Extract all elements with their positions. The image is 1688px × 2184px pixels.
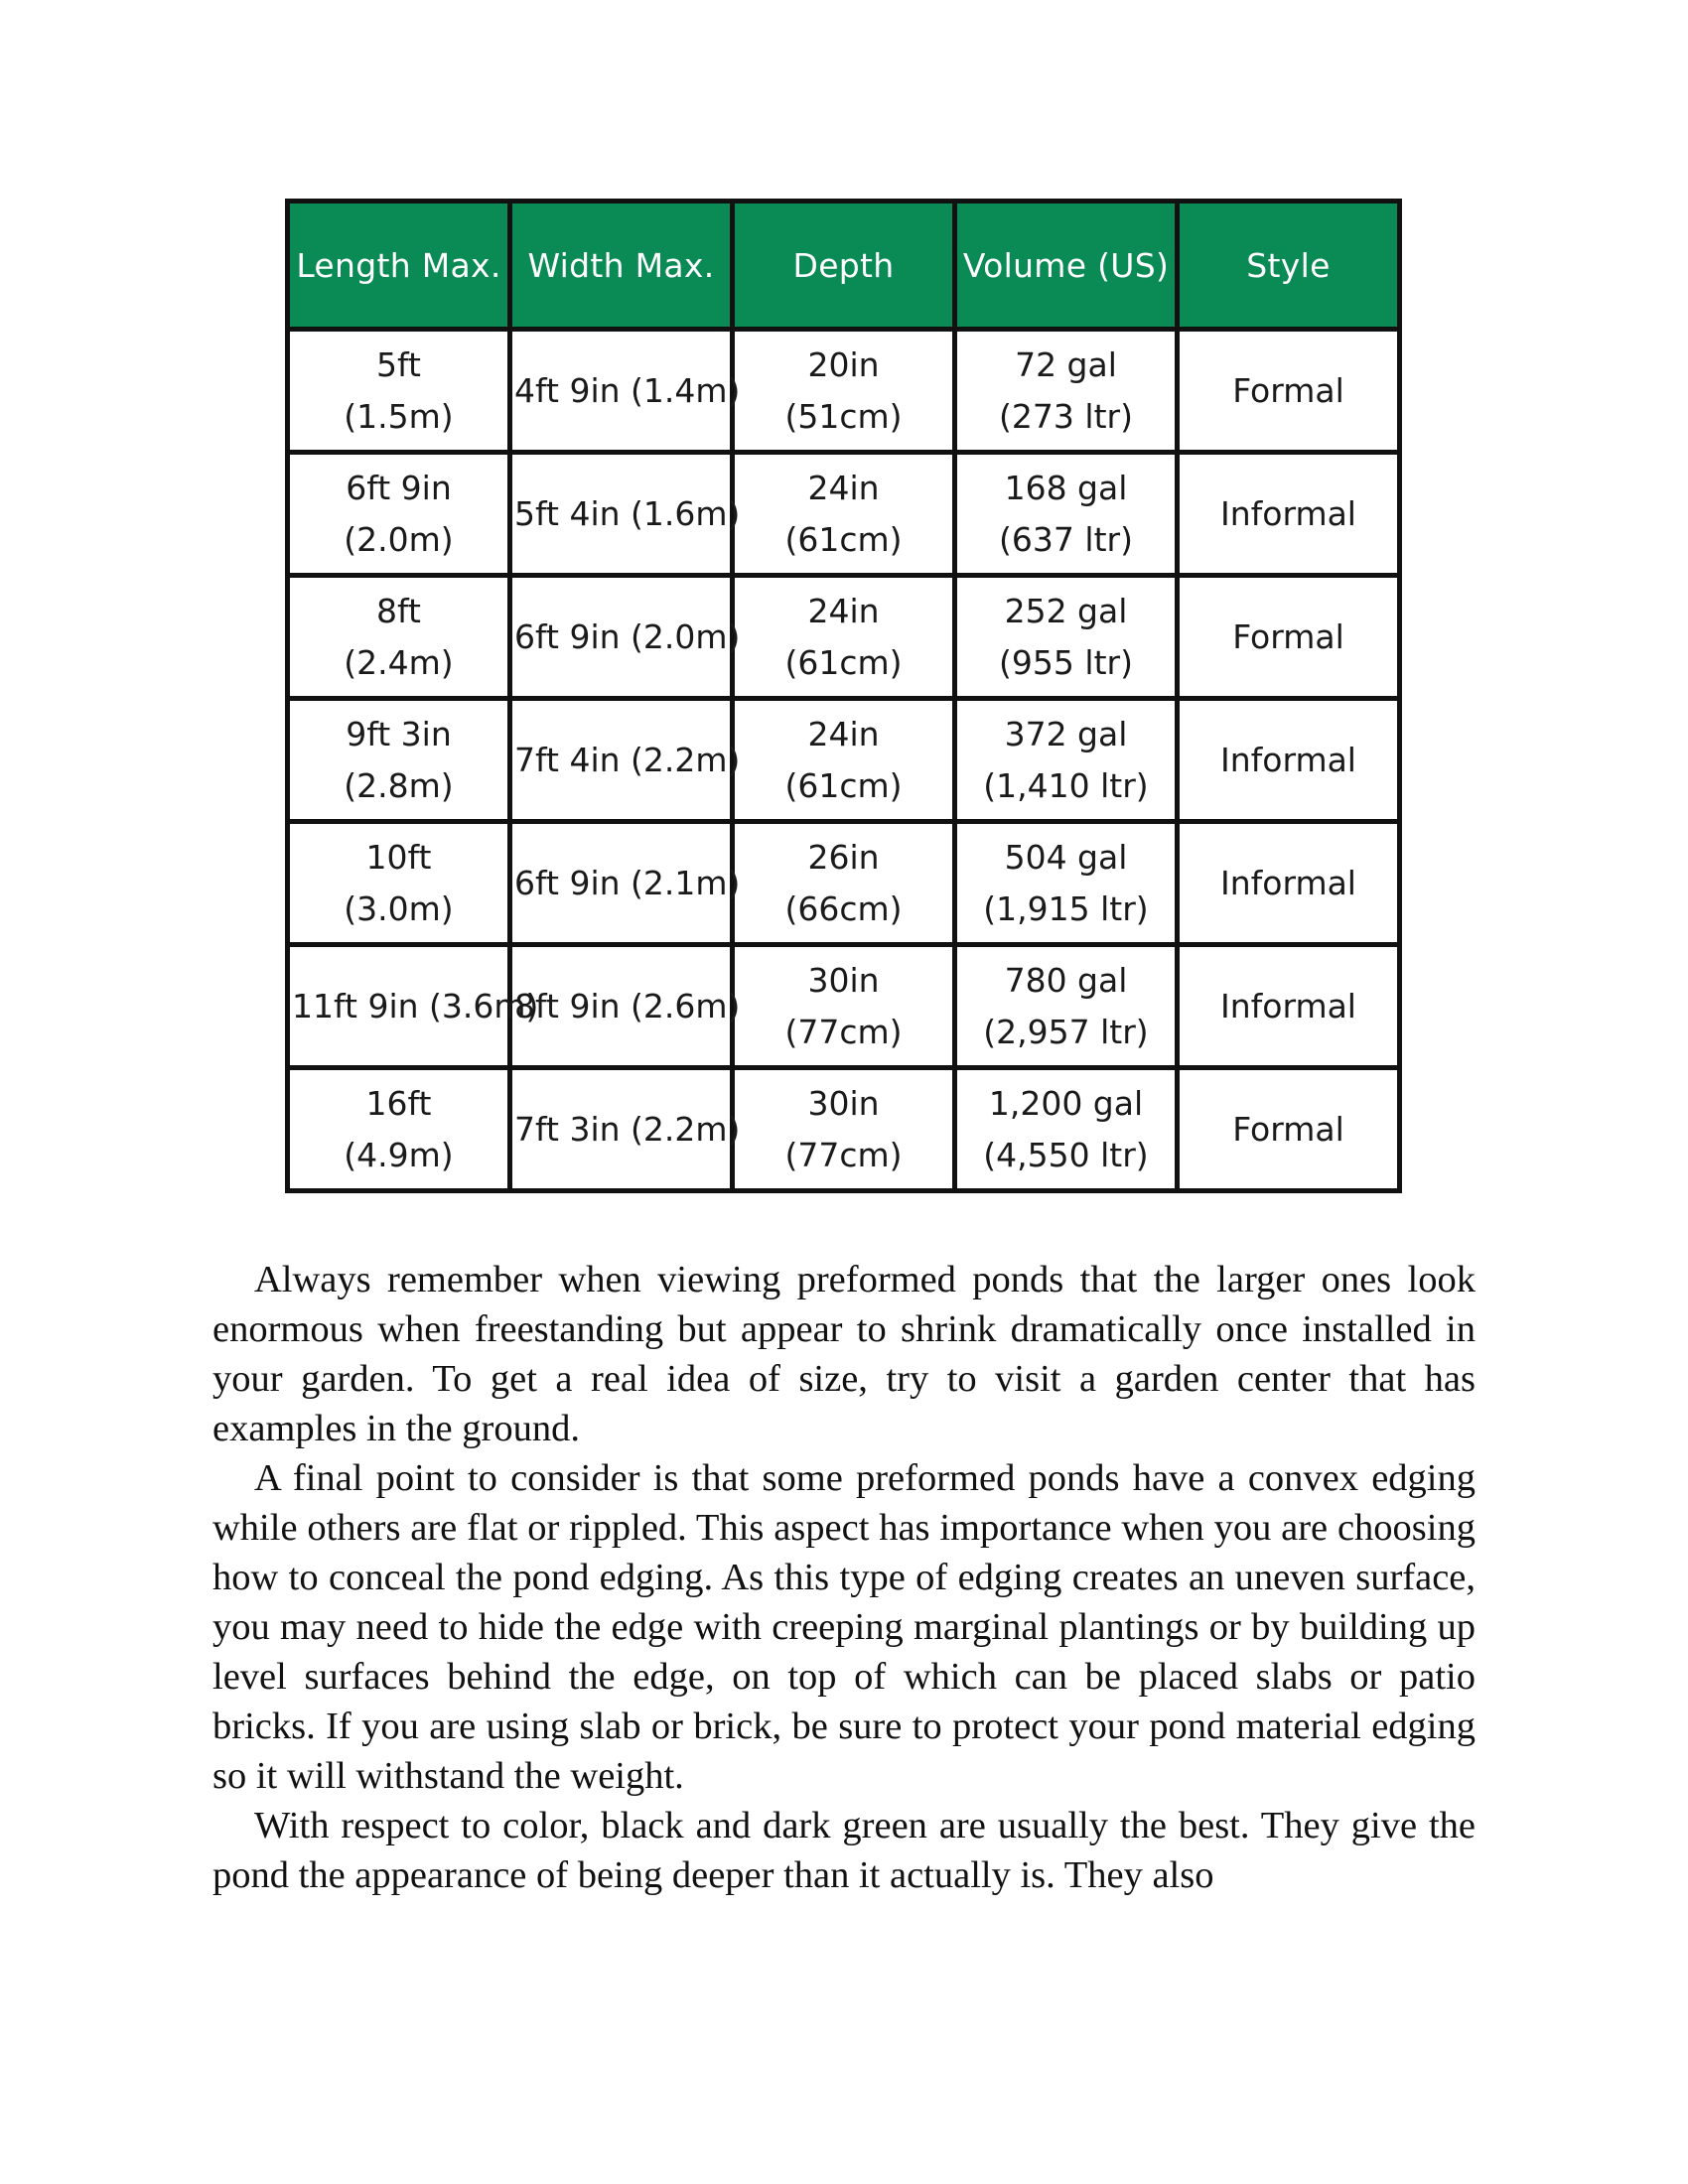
- cell-text: 252 gal: [1004, 591, 1128, 630]
- table-cell-depth: [733, 330, 955, 453]
- body-text: [212, 1255, 1476, 1900]
- table-cell-length: [288, 945, 539, 1068]
- table-cell-length: [288, 1068, 510, 1191]
- cell-text: 6ft 9in (2.1m): [514, 863, 741, 902]
- cell-text: (273 ltr): [999, 396, 1133, 436]
- cell-text: 10ft: [365, 837, 432, 877]
- cell-text: (77cm): [784, 1012, 903, 1051]
- cell-text: (3.0m): [344, 888, 454, 928]
- table-cell-depth: [733, 945, 955, 1068]
- table-row: [288, 945, 1400, 1068]
- pond-size-table: [285, 199, 1402, 1193]
- header-style: Style: [1178, 202, 1400, 330]
- cell-text: 20in: [807, 344, 880, 384]
- cell-text: 7ft 4in (2.2m): [514, 740, 741, 779]
- table-cell-volume: [955, 576, 1178, 699]
- table-cell-width: [510, 576, 741, 699]
- table-cell-style: [1178, 1068, 1400, 1191]
- cell-text: 6ft 9in (2.0m): [514, 616, 741, 656]
- cell-text: 24in: [807, 468, 880, 507]
- cell-text: (637 ltr): [999, 519, 1133, 559]
- table-cell-width: [510, 453, 741, 576]
- cell-text: 11ft 9in (3.6m): [292, 986, 539, 1025]
- cell-text: 7ft 3in (2.2m): [514, 1109, 741, 1149]
- table-cell-depth: [733, 699, 955, 822]
- table-cell-width: [510, 1068, 741, 1191]
- cell-text: 4ft 9in (1.4m): [514, 370, 741, 410]
- cell-text: 168 gal: [1004, 468, 1128, 507]
- cell-text: (61cm): [784, 765, 903, 805]
- cell-text: Informal: [1220, 740, 1356, 779]
- table-cell-style: [1178, 453, 1400, 576]
- cell-text: Formal: [1232, 616, 1344, 656]
- table-cell-width: [510, 945, 741, 1068]
- cell-text: (955 ltr): [999, 642, 1133, 682]
- cell-text: Informal: [1220, 493, 1356, 533]
- table-row: [288, 822, 1400, 945]
- cell-text: (61cm): [784, 519, 903, 559]
- cell-text: (2,957 ltr): [983, 1012, 1149, 1051]
- cell-text: 24in: [807, 591, 880, 630]
- cell-text: (4,550 ltr): [983, 1135, 1149, 1174]
- cell-text: Formal: [1232, 1109, 1344, 1149]
- table-header-row: [288, 202, 1400, 330]
- cell-text: Informal: [1220, 986, 1356, 1025]
- cell-text: (2.8m): [344, 765, 454, 805]
- cell-text: 780 gal: [1004, 960, 1128, 1000]
- header-volume: Volume (US): [955, 202, 1178, 330]
- table-cell-depth: [733, 576, 955, 699]
- cell-text: 504 gal: [1004, 837, 1128, 877]
- cell-text: (1,915 ltr): [983, 888, 1149, 928]
- paragraph: With respect to color, black and dark green are usually the best. They give the pond the appearance of being deeper than it actually is. They also: [212, 1805, 1476, 1896]
- paragraph: Always remember when viewing preformed ponds that the larger ones look enormous when freestanding but appear to shrink dramatically once installed in your garden. To get a real idea of size, try to visit a garden center that has examples in the ground.: [212, 1259, 1476, 1449]
- cell-text: 24in: [807, 714, 880, 753]
- table-cell-volume: [955, 330, 1178, 453]
- table-row: [288, 576, 1400, 699]
- table-row: [288, 699, 1400, 822]
- cell-text: (4.9m): [344, 1135, 454, 1174]
- table-cell-style: [1178, 330, 1400, 453]
- table-row: [288, 330, 1400, 453]
- cell-text: (77cm): [784, 1135, 903, 1174]
- table-cell-width: [510, 699, 741, 822]
- cell-text: (1,410 ltr): [983, 765, 1149, 805]
- table-cell-length: [288, 453, 510, 576]
- cell-text: 30in: [807, 1083, 880, 1123]
- table-cell-volume: [955, 945, 1178, 1068]
- table-cell-style: [1178, 945, 1400, 1068]
- table-cell-depth: [733, 453, 955, 576]
- cell-text: 16ft: [365, 1083, 432, 1123]
- table-cell-length: [288, 576, 510, 699]
- table-cell-depth: [733, 822, 955, 945]
- table-cell-volume: [955, 822, 1178, 945]
- table-cell-style: [1178, 822, 1400, 945]
- table-cell-style: [1178, 699, 1400, 822]
- table-body: [288, 330, 1400, 1191]
- table-cell-volume: [955, 699, 1178, 822]
- cell-text: 30in: [807, 960, 880, 1000]
- cell-text: 1,200 gal: [988, 1083, 1144, 1123]
- cell-text: (2.0m): [344, 519, 454, 559]
- cell-text: 372 gal: [1004, 714, 1128, 753]
- table-cell-volume: [955, 453, 1178, 576]
- cell-text: (51cm): [784, 396, 903, 436]
- cell-text: (1.5m): [344, 396, 454, 436]
- cell-text: Formal: [1232, 370, 1344, 410]
- header-length: Length Max.: [288, 202, 510, 330]
- cell-text: 5ft: [376, 344, 421, 384]
- cell-text: 6ft 9in: [346, 468, 452, 507]
- paragraph: A final point to consider is that some preformed ponds have a convex edging while others are flat or rippled. This aspect has importance when you are choosing how to conceal the pond edging. As this type of edging creates an uneven surface, you may need to hide the edge with creeping marginal plantings or by building up level surfaces behind the edge, on top of which can be placed slabs or patio bricks. If you are using slab or brick, be sure to protect your pond material edging so it will withstand the weight.: [212, 1457, 1476, 1797]
- cell-text: 9ft 3in: [346, 714, 452, 753]
- cell-text: 72 gal: [1015, 344, 1117, 384]
- table-row: [288, 1068, 1400, 1191]
- cell-text: 26in: [807, 837, 880, 877]
- table-cell-length: [288, 699, 510, 822]
- pond-size-table-container: [285, 199, 1402, 1193]
- cell-text: (66cm): [784, 888, 903, 928]
- cell-text: (61cm): [784, 642, 903, 682]
- header-width: Width Max.: [510, 202, 733, 330]
- table-cell-length: [288, 330, 510, 453]
- table-cell-length: [288, 822, 510, 945]
- table-cell-style: [1178, 576, 1400, 699]
- table-cell-depth: [733, 1068, 955, 1191]
- table-cell-width: [510, 330, 741, 453]
- cell-text: Informal: [1220, 863, 1356, 902]
- table-row: [288, 453, 1400, 576]
- table-cell-width: [510, 822, 741, 945]
- cell-text: 8ft 9in (2.6m): [514, 986, 741, 1025]
- cell-text: 5ft 4in (1.6m): [514, 493, 741, 533]
- cell-text: 8ft: [376, 591, 421, 630]
- header-depth: Depth: [733, 202, 955, 330]
- cell-text: (2.4m): [344, 642, 454, 682]
- table-cell-volume: [955, 1068, 1178, 1191]
